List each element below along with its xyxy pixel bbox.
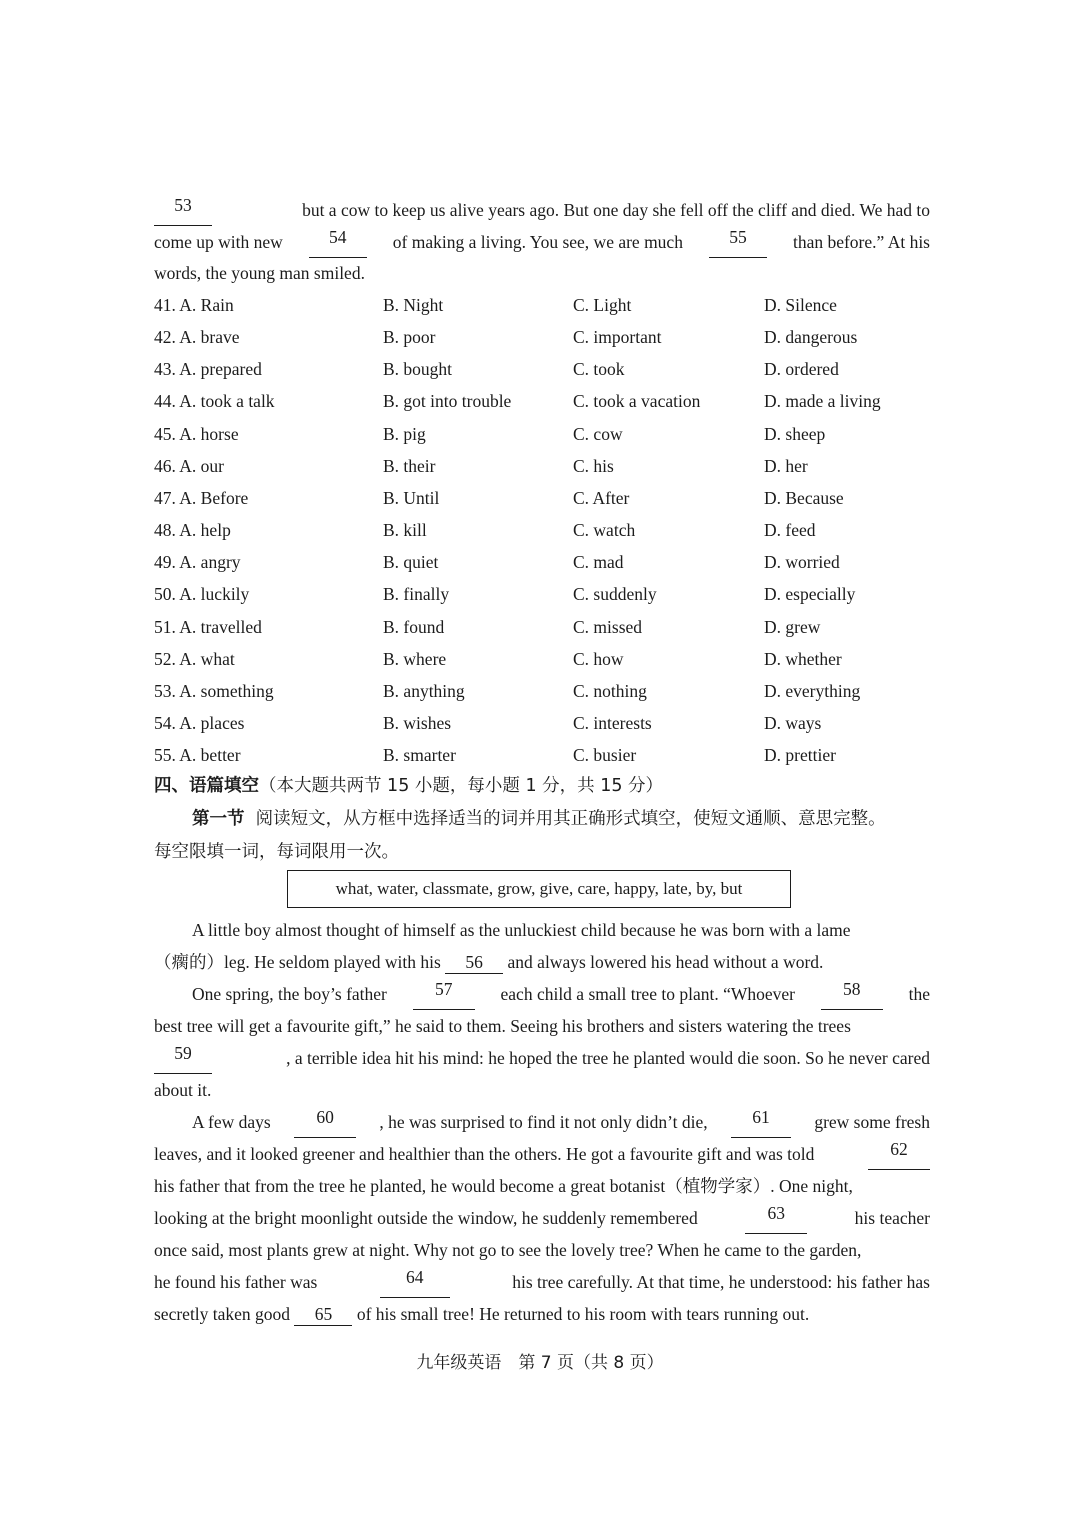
passage-text: secretly taken good xyxy=(154,1304,291,1324)
passage-text: his teacher xyxy=(854,1208,930,1228)
option-a-text: A. better xyxy=(179,745,241,766)
question-number: 46. xyxy=(154,455,176,476)
option-row xyxy=(154,514,930,546)
option-a-text: A. Rain xyxy=(179,295,234,315)
option-a xyxy=(154,418,239,450)
passage-text: than before.” At his xyxy=(792,232,930,252)
passage-line xyxy=(154,978,930,1010)
blank-63: 63 xyxy=(745,1202,807,1234)
passage-text: A little boy almost thought of himself as the unluckiest child because he was born with a lame xyxy=(192,920,851,940)
passage-line: about it. xyxy=(154,1080,212,1100)
passage-line xyxy=(154,914,930,946)
word-box: what, water, classmate, grow, give, care, happy, late, by, but xyxy=(287,870,791,908)
question-number: 51. xyxy=(154,616,176,637)
blank-59: 59 xyxy=(154,1042,212,1074)
passage-line xyxy=(154,1138,930,1170)
option-a-text: A. what xyxy=(179,648,235,669)
option-a-text: A. took a talk xyxy=(179,391,275,412)
option-row xyxy=(154,643,930,675)
option-row xyxy=(154,611,930,643)
passage-line: words, the young man smiled. xyxy=(154,263,365,283)
option-d: D. worried xyxy=(764,552,840,573)
option-d: D. dangerous xyxy=(764,327,858,348)
question-number: 47. xyxy=(154,487,176,508)
option-a-text: A. travelled xyxy=(179,616,262,637)
option-b: B. where xyxy=(383,648,447,669)
option-b: B. found xyxy=(383,616,445,637)
option-a xyxy=(154,514,231,546)
question-number: 54. xyxy=(154,712,176,733)
passage-line xyxy=(154,194,930,226)
option-row xyxy=(154,289,930,321)
blank-61: 61 xyxy=(731,1106,791,1138)
passage-line xyxy=(154,226,930,258)
passage-line xyxy=(154,1234,930,1266)
passage-text: A few days xyxy=(192,1112,271,1132)
option-row xyxy=(154,482,930,514)
option-b: B. quiet xyxy=(383,552,439,573)
option-d: D. grew xyxy=(764,616,821,637)
blank-62: 62 xyxy=(868,1138,930,1170)
option-a-text: A. something xyxy=(179,680,274,701)
option-a xyxy=(154,707,244,739)
option-d: D. her xyxy=(764,455,808,476)
blank-60: 60 xyxy=(294,1106,356,1138)
passage-text: come up with new xyxy=(154,232,283,252)
option-b: B. wishes xyxy=(383,712,452,733)
question-number: 44. xyxy=(154,391,176,412)
question-number: 43. xyxy=(154,359,176,380)
option-c: C. mad xyxy=(573,552,624,573)
passage-text: of making a living. You see, we are much xyxy=(392,232,683,252)
option-b: B. bought xyxy=(383,359,453,380)
option-a-text: A. horse xyxy=(179,423,239,444)
option-b: B. Until xyxy=(383,487,440,508)
option-c: C. missed xyxy=(573,616,643,637)
option-c: C. took xyxy=(573,359,625,380)
passage-text: once said, most plants grew at night. Why not go to see the lovely tree? When he came to the garden, xyxy=(154,1240,862,1260)
option-a-text: A. angry xyxy=(179,552,241,573)
option-a xyxy=(154,546,241,578)
option-d: D. ordered xyxy=(764,359,839,380)
passage-text: of his small tree! He returned to his room with tears running out. xyxy=(356,1304,810,1324)
option-a xyxy=(154,675,274,707)
part-label: 第一节 xyxy=(192,809,245,829)
option-a-text: A. Before xyxy=(179,487,249,508)
option-row xyxy=(154,675,930,707)
option-d: D. ways xyxy=(764,712,822,733)
option-a xyxy=(154,739,241,771)
option-row xyxy=(154,418,930,450)
option-b: B. kill xyxy=(383,520,427,541)
option-a xyxy=(154,611,262,643)
option-c: C. important xyxy=(573,327,662,348)
question-number: 49. xyxy=(154,552,176,573)
option-d: D. Because xyxy=(764,487,844,508)
question-number: 50. xyxy=(154,584,176,605)
option-b: B. smarter xyxy=(383,745,456,766)
passage-text: , he was surprised to find it not only didn’t die, xyxy=(379,1112,708,1132)
blank-53: 53 xyxy=(154,194,212,226)
section-heading xyxy=(154,770,930,802)
option-b: B. anything xyxy=(383,680,465,701)
passage-line: his father that from the tree he planted, he would become a great botanist（植物学家）. One night, xyxy=(154,1176,853,1196)
option-row xyxy=(154,739,930,771)
option-d: D. feed xyxy=(764,520,816,541)
passage-text: best tree will get a favourite gift,” he said to them. Seeing his brothers and sisters watering the trees xyxy=(154,1016,851,1036)
option-a-text: A. our xyxy=(179,455,225,476)
blank-56: 56 xyxy=(445,951,503,974)
section-title: 四、语篇填空 xyxy=(154,776,259,796)
option-a-text: A. prepared xyxy=(179,359,262,380)
passage-text: leaves, and it looked greener and healthier than the others. He got a favourite gift and was told xyxy=(154,1144,815,1164)
option-c: C. watch xyxy=(573,520,636,541)
option-c: C. took a vacation xyxy=(573,391,701,412)
option-row xyxy=(154,450,930,482)
option-c: C. After xyxy=(573,487,630,508)
option-d: D. everything xyxy=(764,680,861,701)
option-a-text: A. luckily xyxy=(179,584,250,605)
option-d: D. Silence xyxy=(764,295,837,315)
option-row xyxy=(154,707,930,739)
option-a-text: A. help xyxy=(179,520,231,541)
question-number: 42. xyxy=(154,327,176,348)
option-a-text: A. brave xyxy=(179,327,240,348)
passage-line xyxy=(154,946,930,978)
page-footer: 九年级英语 第 7 页（共 8 页） xyxy=(416,1353,664,1373)
passage-text: One spring, the boy’s father xyxy=(192,984,387,1004)
instruction-text: 阅读短文，从方框中选择适当的词并用其正确形式填空，使短文通顺、意思完整。 xyxy=(255,809,886,829)
option-b: B. their xyxy=(383,455,436,476)
option-c: C. cow xyxy=(573,423,623,444)
blank-65: 65 xyxy=(294,1303,352,1326)
blank-57: 57 xyxy=(413,978,475,1010)
part-instruction xyxy=(154,803,930,835)
passage-text: his tree carefully. At that time, he understood: his father has xyxy=(512,1272,930,1292)
option-a xyxy=(154,450,224,482)
passage-text: the xyxy=(908,984,930,1004)
passage-line xyxy=(154,1010,930,1042)
blank-55: 55 xyxy=(709,226,767,258)
option-d: D. sheep xyxy=(764,423,826,444)
option-a xyxy=(154,643,235,675)
option-a xyxy=(154,353,262,385)
passage-line xyxy=(154,1042,930,1074)
option-row xyxy=(154,353,930,385)
passage-text: but a cow to keep us alive years ago. But one day she fell off the cliff and died. We had to xyxy=(302,200,930,220)
section-note: （本大题共两节 15 小题，每小题 1 分，共 15 分） xyxy=(259,776,664,796)
passage-text: grew some fresh xyxy=(814,1112,930,1132)
option-c: C. his xyxy=(573,455,614,476)
passage-line xyxy=(154,1106,930,1138)
option-c: C. interests xyxy=(573,712,652,733)
question-number: 55. xyxy=(154,745,176,766)
option-row xyxy=(154,546,930,578)
passage-text: looking at the bright moonlight outside the window, he suddenly remembered xyxy=(154,1208,698,1228)
option-b: B. Night xyxy=(383,295,444,315)
option-a-text: A. places xyxy=(179,712,245,733)
passage-line xyxy=(154,1202,930,1234)
option-d: D. prettier xyxy=(764,745,836,766)
option-a xyxy=(154,482,248,514)
passage-line xyxy=(154,1266,930,1298)
option-c: C. suddenly xyxy=(573,584,657,605)
passage-text: he found his father was xyxy=(154,1272,318,1292)
option-d: D. whether xyxy=(764,648,842,669)
option-a xyxy=(154,578,249,610)
option-d: D. especially xyxy=(764,584,856,605)
option-row xyxy=(154,385,930,417)
passage-text: , a terrible idea hit his mind: he hoped the tree he planted would die soon. So he never cared xyxy=(286,1048,930,1068)
option-b: B. finally xyxy=(383,584,450,605)
question-number: 48. xyxy=(154,520,176,541)
blank-54: 54 xyxy=(309,226,367,258)
option-c: C. nothing xyxy=(573,680,647,701)
passage-text: each child a small tree to plant. “Whoever xyxy=(500,984,795,1004)
passage-line xyxy=(154,1298,930,1330)
option-c: C. busier xyxy=(573,745,637,766)
passage-text: and always lowered his head without a word. xyxy=(507,952,824,972)
passage-text: （瘸的）leg. He seldom played with his xyxy=(154,952,441,972)
option-a xyxy=(154,321,240,353)
question-number: 41. xyxy=(154,295,176,315)
question-number: 45. xyxy=(154,423,176,444)
option-a xyxy=(154,385,275,417)
option-row xyxy=(154,578,930,610)
question-number: 52. xyxy=(154,648,176,669)
blank-64: 64 xyxy=(380,1266,450,1298)
option-a xyxy=(154,289,234,321)
option-c: C. how xyxy=(573,648,624,669)
option-b: B. poor xyxy=(383,327,436,348)
option-row xyxy=(154,321,930,353)
blank-58: 58 xyxy=(821,978,883,1010)
option-b: B. got into trouble xyxy=(383,391,512,412)
option-d: D. made a living xyxy=(764,391,881,412)
instruction-text: 每空限填一词，每词限用一次。 xyxy=(154,842,399,862)
option-b: B. pig xyxy=(383,423,426,444)
question-number: 53. xyxy=(154,680,176,701)
option-c: C. Light xyxy=(573,295,632,315)
